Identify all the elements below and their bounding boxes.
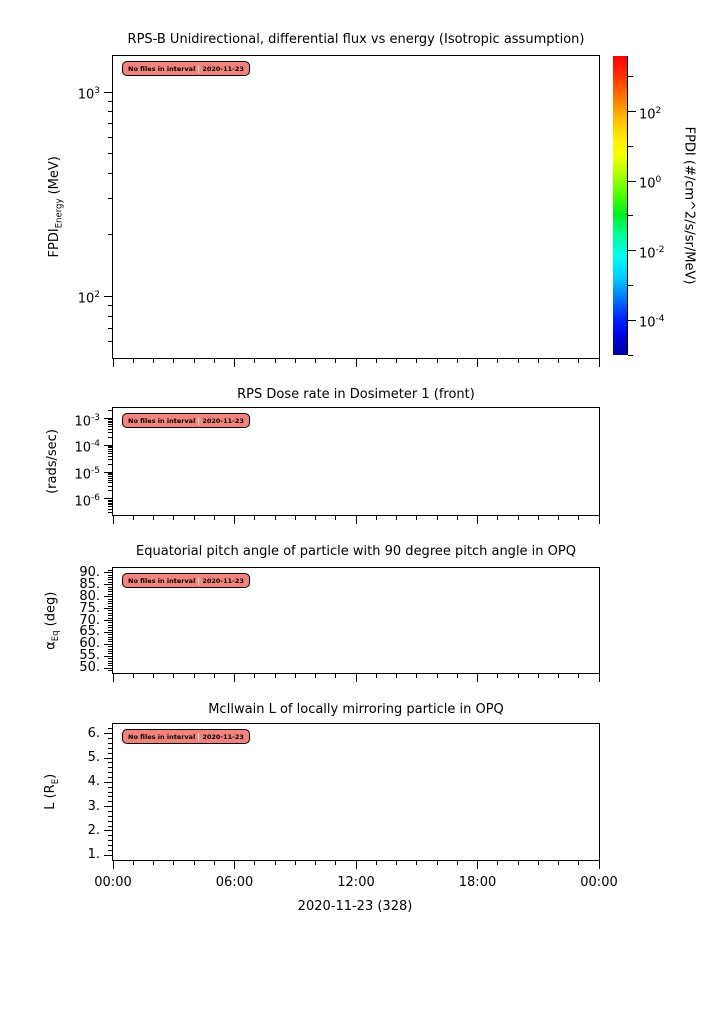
x-major-tick bbox=[113, 861, 114, 869]
y-minor-tick bbox=[108, 641, 112, 642]
x-minor-tick bbox=[416, 359, 417, 363]
y-tick-label: $10^2$ bbox=[77, 290, 100, 307]
x-minor-tick bbox=[497, 674, 498, 678]
panel-mcilwain-l bbox=[87, 723, 600, 863]
x-minor-tick bbox=[295, 359, 296, 363]
colorbar-gradient bbox=[613, 56, 627, 355]
y-minor-tick bbox=[108, 316, 112, 317]
y-major-tick bbox=[104, 608, 112, 609]
no-data-annotation bbox=[122, 729, 250, 744]
y-major-tick bbox=[104, 620, 112, 621]
x-minor-tick bbox=[173, 861, 174, 865]
y-minor-tick bbox=[108, 500, 112, 501]
x-minor-tick bbox=[133, 861, 134, 865]
y-minor-tick bbox=[108, 451, 112, 452]
y-minor-tick bbox=[108, 509, 112, 510]
y-minor-tick bbox=[108, 610, 112, 611]
y-minor-tick bbox=[108, 478, 112, 479]
x-minor-tick bbox=[558, 861, 559, 865]
y-minor-tick bbox=[108, 845, 112, 846]
y-major-tick bbox=[104, 584, 112, 585]
y-minor-tick bbox=[108, 748, 112, 749]
x-minor-tick bbox=[173, 674, 174, 678]
x-minor-tick bbox=[254, 359, 255, 363]
x-major-tick bbox=[113, 516, 114, 524]
x-minor-tick bbox=[538, 674, 539, 678]
y-minor-tick bbox=[108, 587, 112, 588]
x-minor-tick bbox=[133, 516, 134, 520]
y-minor-tick bbox=[108, 599, 112, 600]
x-major-tick bbox=[356, 861, 357, 869]
y-minor-tick bbox=[108, 615, 112, 616]
y-major-tick bbox=[104, 855, 112, 856]
x-minor-tick bbox=[416, 861, 417, 865]
x-major-tick bbox=[477, 359, 478, 367]
no-data-annotation bbox=[122, 413, 250, 428]
x-minor-tick bbox=[457, 861, 458, 865]
y-minor-tick bbox=[108, 486, 112, 487]
x-minor-tick bbox=[457, 359, 458, 363]
x-minor-tick bbox=[295, 516, 296, 520]
x-minor-tick bbox=[315, 674, 316, 678]
x-minor-tick bbox=[538, 861, 539, 865]
y-major-tick bbox=[104, 758, 112, 759]
x-axis-date-label: 2020-11-23 (328) bbox=[297, 899, 413, 914]
y-minor-tick bbox=[108, 512, 112, 513]
y-axis-label-dose-rate: (rads/sec) bbox=[44, 429, 60, 494]
x-minor-tick bbox=[518, 359, 519, 363]
y-minor-tick bbox=[108, 506, 112, 507]
y-minor-tick bbox=[108, 424, 112, 425]
x-minor-tick bbox=[416, 674, 417, 678]
x-minor-tick bbox=[437, 674, 438, 678]
colorbar bbox=[613, 56, 665, 355]
x-minor-tick bbox=[153, 861, 154, 865]
y-tick-label: 5. bbox=[87, 750, 100, 765]
y-tick-label: $10^{-3}$ bbox=[74, 412, 100, 429]
x-major-tick bbox=[477, 516, 478, 524]
colorbar-title: FPDI (#/cm^2/s/sr/MeV) bbox=[681, 126, 697, 285]
x-minor-tick bbox=[578, 359, 579, 363]
y-minor-tick bbox=[108, 501, 112, 502]
x-minor-tick bbox=[497, 516, 498, 520]
y-minor-tick bbox=[108, 577, 112, 578]
y-minor-tick bbox=[108, 504, 112, 505]
x-minor-tick bbox=[295, 861, 296, 865]
y-major-tick bbox=[104, 644, 112, 645]
x-minor-tick bbox=[194, 359, 195, 363]
y-minor-tick bbox=[108, 622, 112, 623]
y-minor-tick bbox=[108, 840, 112, 841]
y-tick-label: $10^{-4}$ bbox=[74, 439, 100, 456]
x-minor-tick bbox=[396, 516, 397, 520]
y-tick-label: 90. bbox=[79, 564, 100, 580]
y-minor-tick bbox=[108, 198, 112, 199]
x-minor-tick bbox=[214, 674, 215, 678]
y-minor-tick bbox=[108, 575, 112, 576]
colorbar-minor-tick bbox=[628, 76, 633, 77]
x-major-tick bbox=[234, 861, 235, 869]
y-minor-tick bbox=[108, 663, 112, 664]
colorbar-minor-tick bbox=[628, 146, 633, 147]
x-major-tick bbox=[234, 359, 235, 367]
y-minor-tick bbox=[108, 153, 112, 154]
x-minor-tick bbox=[578, 516, 579, 520]
x-minor-tick bbox=[376, 516, 377, 520]
panel-pitch-angle bbox=[79, 564, 600, 676]
y-minor-tick bbox=[108, 123, 112, 124]
x-major-tick bbox=[234, 674, 235, 682]
y-minor-tick bbox=[108, 419, 112, 420]
colorbar-major-tick bbox=[628, 111, 636, 112]
y-minor-tick bbox=[108, 670, 112, 671]
x-major-tick bbox=[356, 674, 357, 682]
x-minor-tick bbox=[578, 861, 579, 865]
x-minor-tick bbox=[214, 359, 215, 363]
y-minor-tick bbox=[108, 728, 112, 729]
y-minor-tick bbox=[108, 591, 112, 592]
y-minor-tick bbox=[108, 606, 112, 607]
y-minor-tick bbox=[108, 627, 112, 628]
y-major-tick bbox=[104, 668, 112, 669]
colorbar-minor-tick bbox=[628, 285, 633, 286]
y-minor-tick bbox=[108, 821, 112, 822]
y-minor-tick bbox=[108, 482, 112, 483]
x-minor-tick bbox=[254, 861, 255, 865]
y-minor-tick bbox=[108, 646, 112, 647]
y-minor-tick bbox=[108, 630, 112, 631]
y-axis-label-pitch-angle: $\alpha_{Eq}$ (deg) bbox=[43, 591, 61, 650]
y-minor-tick bbox=[108, 796, 112, 797]
x-minor-tick bbox=[335, 359, 336, 363]
x-major-tick bbox=[599, 674, 600, 682]
no-data-annotation bbox=[122, 61, 250, 76]
y-axis-label-flux: $FPDI_{Energy}$ (MeV) bbox=[46, 156, 64, 258]
x-minor-tick bbox=[335, 516, 336, 520]
colorbar-major-tick bbox=[628, 250, 636, 251]
y-minor-tick bbox=[108, 570, 112, 571]
panel-flux-title: RPS-B Unidirectional, differential flux vs energy (Isotropic assumption) bbox=[127, 32, 585, 47]
y-minor-tick bbox=[108, 835, 112, 836]
y-minor-tick bbox=[108, 661, 112, 662]
y-major-tick bbox=[104, 806, 112, 807]
x-minor-tick bbox=[315, 516, 316, 520]
x-minor-tick bbox=[437, 359, 438, 363]
x-minor-tick bbox=[194, 674, 195, 678]
y-major-tick bbox=[104, 596, 112, 597]
y-minor-tick bbox=[108, 503, 112, 504]
no-data-annotation-label: No files in interval bbox=[128, 576, 196, 585]
y-major-tick bbox=[104, 92, 112, 93]
x-minor-tick bbox=[578, 674, 579, 678]
no-data-annotation bbox=[122, 573, 250, 588]
x-major-tick bbox=[356, 516, 357, 524]
y-tick-label: 2. bbox=[87, 822, 100, 838]
x-major-tick bbox=[477, 861, 478, 869]
y-tick-label: 3. bbox=[87, 798, 100, 814]
y-minor-tick bbox=[108, 422, 112, 423]
x-minor-tick bbox=[173, 516, 174, 520]
y-minor-tick bbox=[108, 613, 112, 614]
no-data-annotation-label: No files in interval bbox=[128, 64, 196, 73]
x-minor-tick bbox=[437, 861, 438, 865]
y-minor-tick bbox=[108, 447, 112, 448]
y-minor-tick bbox=[108, 456, 112, 457]
y-tick-label: 6. bbox=[87, 725, 100, 741]
y-minor-tick bbox=[108, 173, 112, 174]
y-minor-tick bbox=[108, 426, 112, 427]
x-minor-tick bbox=[295, 674, 296, 678]
x-tick-label: 00:00 bbox=[94, 875, 132, 890]
y-minor-tick bbox=[108, 421, 112, 422]
no-data-annotation-label: No files in interval bbox=[128, 732, 196, 741]
y-minor-tick bbox=[108, 476, 112, 477]
y-minor-tick bbox=[108, 618, 112, 619]
panel-pitch-angle-title: Equatorial pitch angle of particle with 90 degree pitch angle in OPQ bbox=[136, 544, 576, 559]
y-minor-tick bbox=[108, 410, 112, 411]
x-minor-tick bbox=[538, 516, 539, 520]
x-minor-tick bbox=[376, 359, 377, 363]
x-minor-tick bbox=[153, 674, 154, 678]
y-minor-tick bbox=[108, 234, 112, 235]
x-minor-tick bbox=[497, 359, 498, 363]
x-minor-tick bbox=[497, 861, 498, 865]
y-minor-tick bbox=[108, 665, 112, 666]
y-tick-label: 75. bbox=[79, 600, 100, 616]
x-minor-tick bbox=[254, 516, 255, 520]
y-minor-tick bbox=[108, 474, 112, 475]
y-minor-tick bbox=[108, 637, 112, 638]
x-minor-tick bbox=[457, 674, 458, 678]
x-minor-tick bbox=[396, 674, 397, 678]
y-major-tick bbox=[104, 830, 112, 831]
x-minor-tick bbox=[194, 516, 195, 520]
y-minor-tick bbox=[108, 473, 112, 474]
y-tick-label: 70. bbox=[79, 612, 100, 628]
y-minor-tick bbox=[108, 811, 112, 812]
x-minor-tick bbox=[194, 861, 195, 865]
x-tick-label: 12:00 bbox=[337, 875, 375, 890]
y-minor-tick bbox=[108, 594, 112, 595]
y-minor-tick bbox=[108, 464, 112, 465]
panel-mcilwain-l-title: McIlwain L of locally mirroring particle in OPQ bbox=[208, 702, 504, 717]
x-minor-tick bbox=[153, 359, 154, 363]
y-minor-tick bbox=[108, 459, 112, 460]
y-tick-label: 4. bbox=[87, 774, 100, 790]
y-minor-tick bbox=[108, 634, 112, 635]
x-major-tick bbox=[477, 674, 478, 682]
colorbar-tick-label: $10^{-4}$ bbox=[639, 314, 665, 331]
panel-dose-rate bbox=[74, 407, 600, 516]
colorbar-major-tick bbox=[628, 320, 636, 321]
x-minor-tick bbox=[254, 674, 255, 678]
y-minor-tick bbox=[108, 753, 112, 754]
y-minor-tick bbox=[108, 787, 112, 788]
y-minor-tick bbox=[108, 437, 112, 438]
x-minor-tick bbox=[214, 516, 215, 520]
panel-dose-rate-title: RPS Dose rate in Dosimeter 1 (front) bbox=[237, 387, 475, 402]
x-minor-tick bbox=[396, 861, 397, 865]
x-minor-tick bbox=[275, 861, 276, 865]
x-minor-tick bbox=[457, 516, 458, 520]
y-minor-tick bbox=[108, 449, 112, 450]
x-minor-tick bbox=[133, 359, 134, 363]
no-data-annotation-date: 2020-11-23 bbox=[198, 733, 244, 741]
colorbar-tick-label: $10^2$ bbox=[639, 105, 662, 122]
no-data-annotation-label: No files in interval bbox=[128, 416, 196, 425]
y-minor-tick bbox=[108, 653, 112, 654]
x-minor-tick bbox=[315, 861, 316, 865]
y-minor-tick bbox=[108, 101, 112, 102]
x-minor-tick bbox=[376, 861, 377, 865]
x-major-tick bbox=[234, 516, 235, 524]
no-data-annotation-date: 2020-11-23 bbox=[198, 65, 244, 73]
y-minor-tick bbox=[108, 603, 112, 604]
x-minor-tick bbox=[538, 359, 539, 363]
y-minor-tick bbox=[108, 453, 112, 454]
y-minor-tick bbox=[108, 601, 112, 602]
colorbar-major-tick bbox=[628, 181, 636, 182]
colorbar-minor-tick bbox=[628, 355, 633, 356]
x-minor-tick bbox=[416, 516, 417, 520]
y-minor-tick bbox=[108, 850, 112, 851]
y-minor-tick bbox=[108, 579, 112, 580]
y-tick-label: 55. bbox=[79, 648, 100, 664]
y-minor-tick bbox=[108, 328, 112, 329]
y-major-tick bbox=[104, 733, 112, 734]
x-minor-tick bbox=[518, 516, 519, 520]
y-minor-tick bbox=[108, 762, 112, 763]
y-minor-tick bbox=[108, 816, 112, 817]
colorbar-tick-label: $10^0$ bbox=[639, 175, 662, 192]
y-major-tick bbox=[104, 572, 112, 573]
x-minor-tick bbox=[558, 359, 559, 363]
y-minor-tick bbox=[108, 658, 112, 659]
y-minor-tick bbox=[108, 582, 112, 583]
x-minor-tick bbox=[335, 861, 336, 865]
x-minor-tick bbox=[437, 516, 438, 520]
x-minor-tick bbox=[558, 674, 559, 678]
y-minor-tick bbox=[108, 490, 112, 491]
x-minor-tick bbox=[133, 674, 134, 678]
y-axis-label-mcilwain-l: L $(R_E)$ bbox=[43, 773, 61, 810]
x-tick-label: 18:00 bbox=[458, 875, 497, 890]
y-minor-tick bbox=[108, 639, 112, 640]
x-minor-tick bbox=[396, 359, 397, 363]
x-minor-tick bbox=[335, 674, 336, 678]
y-tick-label: 85. bbox=[79, 576, 100, 592]
y-tick-label: $10^3$ bbox=[77, 86, 100, 103]
y-major-tick bbox=[104, 296, 112, 297]
x-minor-tick bbox=[518, 861, 519, 865]
x-minor-tick bbox=[173, 359, 174, 363]
x-major-tick bbox=[356, 359, 357, 367]
x-major-tick bbox=[599, 359, 600, 367]
x-major-tick bbox=[599, 516, 600, 524]
y-minor-tick bbox=[108, 777, 112, 778]
y-minor-tick bbox=[108, 429, 112, 430]
colorbar-tick-label: $10^{-2}$ bbox=[639, 244, 665, 262]
x-minor-tick bbox=[315, 359, 316, 363]
x-minor-tick bbox=[558, 516, 559, 520]
x-minor-tick bbox=[376, 674, 377, 678]
y-minor-tick bbox=[108, 432, 112, 433]
y-minor-tick bbox=[108, 651, 112, 652]
x-tick-label: 06:00 bbox=[215, 875, 254, 890]
y-tick-label: 60. bbox=[79, 636, 100, 652]
y-tick-label: 65. bbox=[79, 624, 100, 640]
y-tick-label: $10^{-5}$ bbox=[74, 466, 100, 483]
y-minor-tick bbox=[108, 767, 112, 768]
y-minor-tick bbox=[108, 649, 112, 650]
y-minor-tick bbox=[108, 137, 112, 138]
y-minor-tick bbox=[108, 111, 112, 112]
y-major-tick bbox=[104, 632, 112, 633]
y-minor-tick bbox=[108, 341, 112, 342]
y-minor-tick bbox=[108, 792, 112, 793]
y-minor-tick bbox=[108, 743, 112, 744]
y-major-tick bbox=[104, 656, 112, 657]
y-minor-tick bbox=[108, 589, 112, 590]
y-minor-tick bbox=[108, 772, 112, 773]
colorbar-minor-tick bbox=[628, 215, 633, 216]
x-minor-tick bbox=[275, 516, 276, 520]
x-major-tick bbox=[113, 674, 114, 682]
x-tick-label: 00:00 bbox=[580, 875, 618, 890]
y-tick-label: 1. bbox=[87, 847, 100, 863]
x-major-tick bbox=[599, 861, 600, 869]
x-minor-tick bbox=[275, 674, 276, 678]
y-tick-label: 80. bbox=[79, 588, 100, 604]
y-major-tick bbox=[104, 782, 112, 783]
x-minor-tick bbox=[214, 861, 215, 865]
y-minor-tick bbox=[108, 801, 112, 802]
no-data-annotation-date: 2020-11-23 bbox=[198, 417, 244, 425]
y-minor-tick bbox=[108, 446, 112, 447]
y-minor-tick bbox=[108, 480, 112, 481]
y-minor-tick bbox=[108, 826, 112, 827]
y-tick-label: $10^{-6}$ bbox=[74, 492, 100, 510]
panel-flux bbox=[77, 55, 600, 359]
y-minor-tick bbox=[108, 305, 112, 306]
no-data-annotation-date: 2020-11-23 bbox=[198, 577, 244, 585]
x-minor-tick bbox=[153, 516, 154, 520]
x-minor-tick bbox=[518, 674, 519, 678]
y-minor-tick bbox=[108, 625, 112, 626]
y-minor-tick bbox=[108, 738, 112, 739]
x-minor-tick bbox=[275, 359, 276, 363]
x-major-tick bbox=[113, 359, 114, 367]
y-tick-label: 50. bbox=[79, 660, 100, 676]
